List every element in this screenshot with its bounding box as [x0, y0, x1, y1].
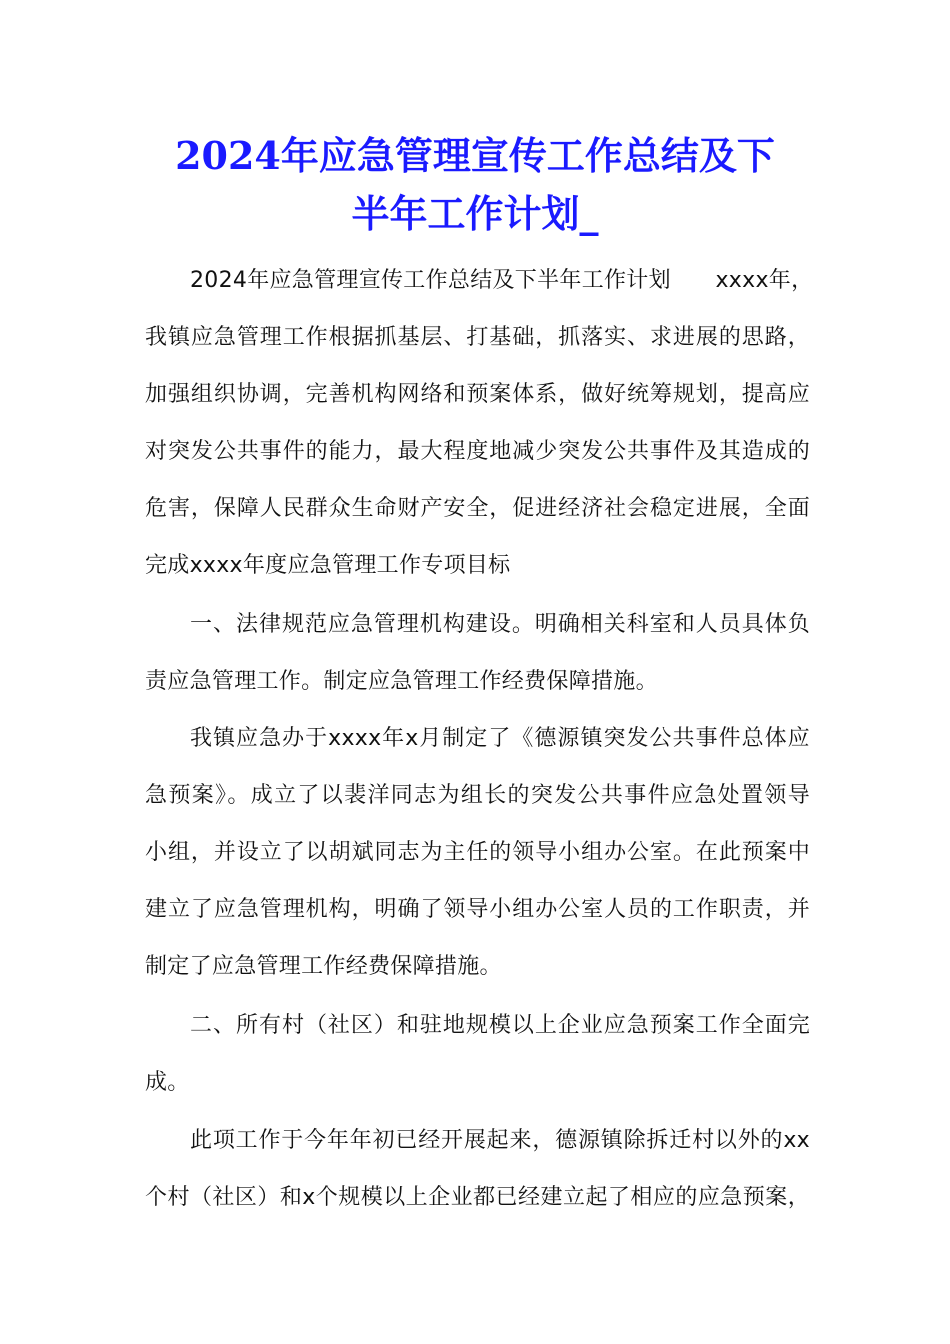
body-text-line: 个村（社区）和x个规模以上企业都已经建立起了相应的应急预案，	[145, 1185, 810, 1210]
body-text-line: 我镇应急管理工作根据抓基层、打基础，抓落实、求进展的思路，	[145, 325, 810, 350]
body-text-line: 制定了应急管理工作经费保障措施。	[145, 954, 502, 979]
body-text-line: 建立了应急管理机构，明确了领导小组办公室人员的工作职责，并	[145, 897, 810, 922]
document-title-line-1: 2024年应急管理宣传工作总结及下	[175, 133, 775, 178]
body-text-line: 责应急管理工作。制定应急管理工作经费保障措施。	[145, 669, 658, 694]
body-text-line: 危害，保障人民群众生命财产安全，促进经济社会稳定进展，全面	[145, 496, 810, 521]
body-text-line: 小组，并设立了以胡斌同志为主任的领导小组办公室。在此预案中	[145, 840, 810, 865]
body-text-line: 加强组织协调，完善机构网络和预案体系，做好统筹规划，提高应	[145, 382, 810, 407]
body-text-line: 此项工作于今年年初已经开展起来，德源镇除拆迁村以外的xx	[190, 1128, 810, 1153]
body-text-line: 对突发公共事件的能力，最大程度地减少突发公共事件及其造成的	[145, 439, 810, 464]
body-text-line: 二、所有村（社区）和驻地规模以上企业应急预案工作全面完	[190, 1013, 810, 1038]
document-title-line-2: 半年工作计划_	[351, 191, 599, 236]
body-text-line: 2024年应急管理宣传工作总结及下半年工作计划 xxxx年，	[190, 268, 814, 293]
body-text-line: 成。	[145, 1070, 190, 1095]
body-text-line: 我镇应急办于xxxx年x月制定了《德源镇突发公共事件总体应	[190, 726, 810, 751]
body-text-line: 一、法律规范应急管理机构建设。明确相关科室和人员具体负	[190, 612, 810, 637]
body-text-line: 急预案》。成立了以裴洋同志为组长的突发公共事件应急处置领导	[145, 783, 810, 808]
body-text-line: 完成xxxx年度应急管理工作专项目标	[145, 553, 511, 578]
